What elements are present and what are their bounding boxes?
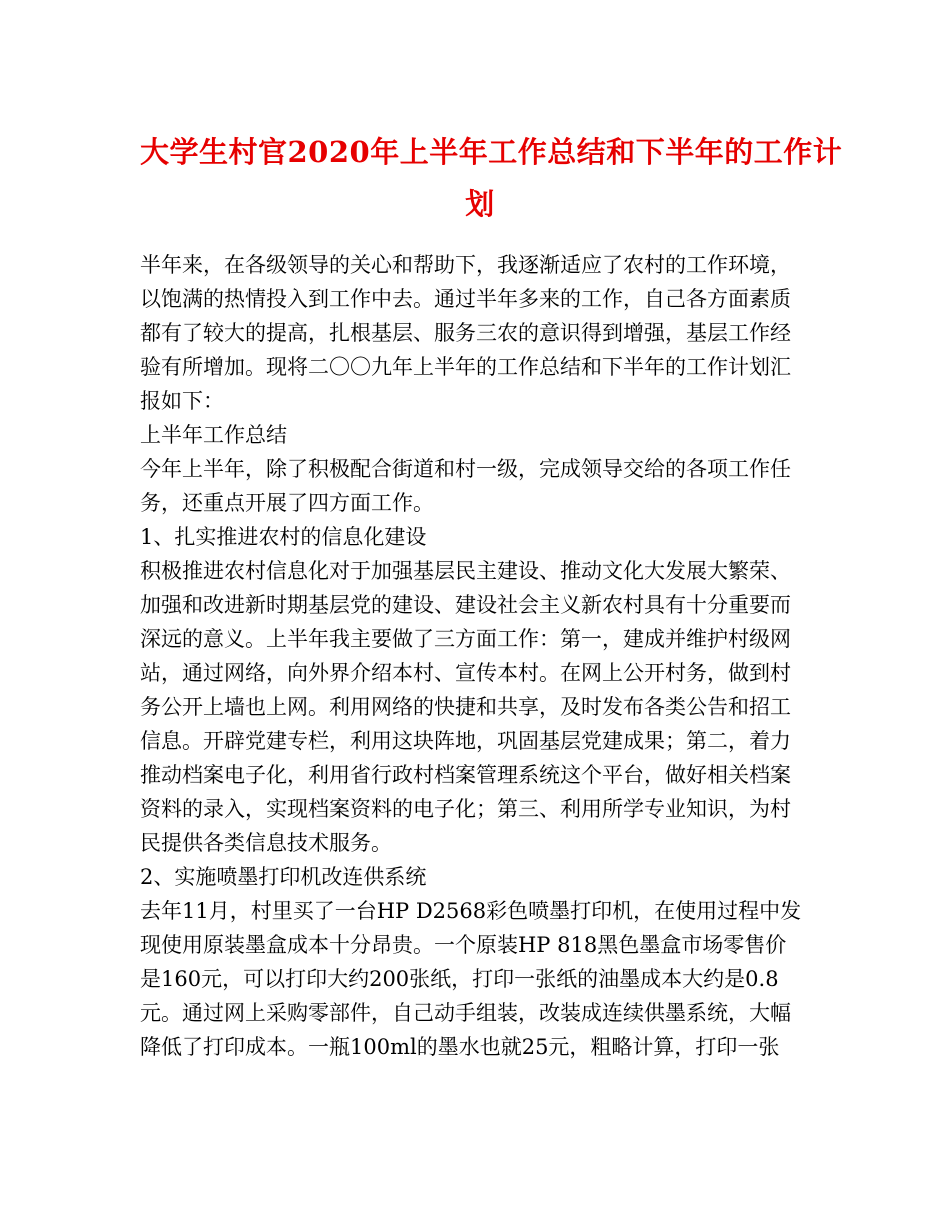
document-body xyxy=(140,248,820,1064)
body-line: 半年来，在各级领导的关心和帮助下，我逐渐适应了农村的工作环境， xyxy=(140,253,791,277)
body-line: 信息。开辟党建专栏，利用这块阵地，巩固基层党建成果；第二，着力 xyxy=(140,729,791,753)
body-line: 积极推进农村信息化对于加强基层民主建设、推动文化大发展大繁荣、 xyxy=(140,559,791,583)
body-line: 深远的意义。上半年我主要做了三方面工作：第一，建成并维护村级网 xyxy=(140,627,791,651)
document-title xyxy=(140,126,843,230)
body-line: 站，通过网络，向外界介绍本村、宣传本村。在网上公开村务，做到村 xyxy=(140,661,791,685)
body-line: 都有了较大的提高，扎根基层、服务三农的意识得到增强，基层工作经 xyxy=(140,321,791,345)
body-line: 元。通过网上采购零部件，自己动手组装，改装成连续供墨系统，大幅 xyxy=(140,1001,791,1025)
body-line: 是160元，可以打印大约200张纸，打印一张纸的油墨成本大约是0.8 xyxy=(140,967,779,991)
body-line: 验有所增加。现将二〇〇九年上半年的工作总结和下半年的工作计划汇 xyxy=(140,355,791,379)
body-line: 以饱满的热情投入到工作中去。通过半年多来的工作，自己各方面素质 xyxy=(140,287,791,311)
subsection-heading: 1、扎实推进农村的信息化建设 xyxy=(140,525,427,549)
body-line: 资料的录入，实现档案资料的电子化；第三、利用所学专业知识，为村 xyxy=(140,797,791,821)
body-line: 务公开上墙也上网。利用网络的快捷和共享，及时发布各类公告和招工 xyxy=(140,695,791,719)
body-line: 现使用原装墨盒成本十分昂贵。一个原装HP 818黑色墨盒市场零售价 xyxy=(140,933,787,957)
title-line: 划 xyxy=(465,187,495,221)
body-line: 今年上半年，除了积极配合街道和村一级，完成领导交给的各项工作任 xyxy=(140,457,791,481)
body-line: 降低了打印成本。一瓶100ml的墨水也就25元，粗略计算，打印一张 xyxy=(140,1035,780,1059)
title-line: 大学生村官2020年上半年工作总结和下半年的工作计 xyxy=(140,135,843,169)
section-heading: 上半年工作总结 xyxy=(140,423,287,447)
subsection-heading: 2、实施喷墨打印机改连供系统 xyxy=(140,865,427,889)
body-line: 民提供各类信息技术服务。 xyxy=(140,831,392,855)
body-line: 去年11月，村里买了一台HP D2568彩色喷墨打印机，在使用过程中发 xyxy=(140,899,802,923)
body-line: 务，还重点开展了四方面工作。 xyxy=(140,491,434,515)
body-line: 报如下： xyxy=(140,389,224,413)
body-line: 加强和改进新时期基层党的建设、建设社会主义新农村具有十分重要而 xyxy=(140,593,791,617)
body-line: 推动档案电子化，利用省行政村档案管理系统这个平台，做好相关档案 xyxy=(140,763,791,787)
